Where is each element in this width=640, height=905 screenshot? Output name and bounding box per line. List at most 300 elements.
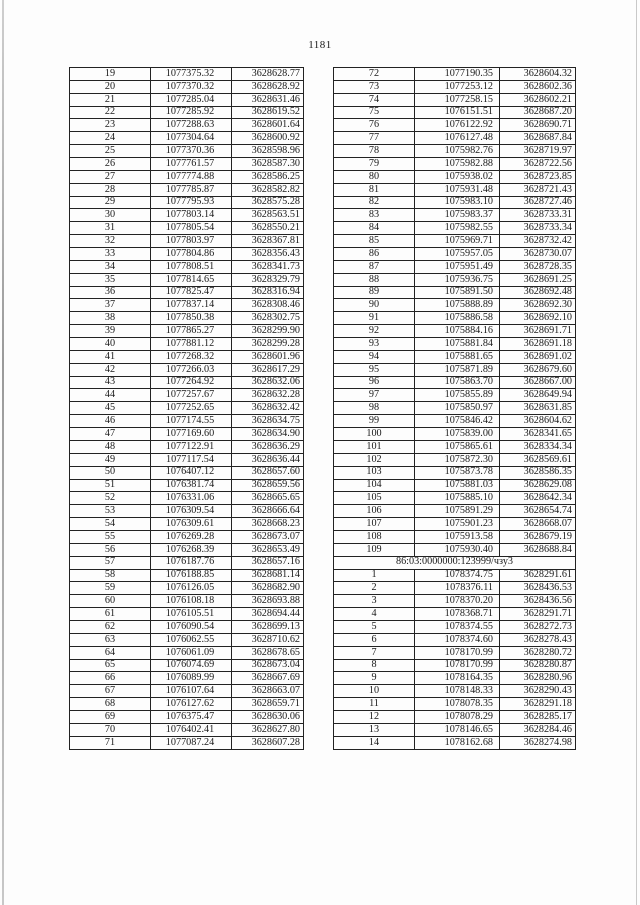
table-row xyxy=(70,492,304,505)
point-number-cell: 47 xyxy=(70,428,151,441)
point-number-cell: 70 xyxy=(70,723,151,736)
point-number-cell: 107 xyxy=(334,518,415,531)
x-coordinate-cell: 1077285.04 xyxy=(151,93,232,106)
table-row xyxy=(334,235,576,248)
point-number-cell: 25 xyxy=(70,145,151,158)
table-row xyxy=(334,569,576,582)
point-number-cell: 52 xyxy=(70,492,151,505)
x-coordinate-cell: 1076074.69 xyxy=(151,659,232,672)
y-coordinate-cell: 3628334.34 xyxy=(500,440,576,453)
table-row xyxy=(334,222,576,235)
x-coordinate-cell: 1078368.71 xyxy=(415,608,500,621)
table-row xyxy=(334,132,576,145)
point-number-cell: 78 xyxy=(334,145,415,158)
table-row xyxy=(70,415,304,428)
x-coordinate-cell: 1078374.55 xyxy=(415,620,500,633)
table-row xyxy=(334,170,576,183)
point-number-cell: 89 xyxy=(334,286,415,299)
point-number-cell: 76 xyxy=(334,119,415,132)
table-row xyxy=(334,582,576,595)
table-row xyxy=(334,453,576,466)
table-row xyxy=(70,273,304,286)
point-number-cell: 43 xyxy=(70,376,151,389)
table-row xyxy=(70,453,304,466)
y-coordinate-cell: 3628299.90 xyxy=(232,325,304,338)
table-row xyxy=(334,710,576,723)
point-number-cell: 45 xyxy=(70,402,151,415)
x-coordinate-cell: 1075891.50 xyxy=(415,286,500,299)
x-coordinate-cell: 1077252.65 xyxy=(151,402,232,415)
x-coordinate-cell: 1078374.75 xyxy=(415,569,500,582)
y-coordinate-cell: 3628722.56 xyxy=(500,158,576,171)
x-coordinate-cell: 1075982.88 xyxy=(415,158,500,171)
y-coordinate-cell: 3628290.43 xyxy=(500,685,576,698)
x-coordinate-cell: 1078078.35 xyxy=(415,698,500,711)
table-row xyxy=(70,170,304,183)
table-row xyxy=(334,685,576,698)
x-coordinate-cell: 1076309.54 xyxy=(151,505,232,518)
x-coordinate-cell: 1075846.42 xyxy=(415,415,500,428)
table-row xyxy=(70,440,304,453)
x-coordinate-cell: 1076105.51 xyxy=(151,608,232,621)
point-number-cell: 69 xyxy=(70,710,151,723)
x-coordinate-cell: 1075881.03 xyxy=(415,479,500,492)
y-coordinate-cell: 3628604.32 xyxy=(500,68,576,81)
y-coordinate-cell: 3628692.30 xyxy=(500,299,576,312)
y-coordinate-cell: 3628699.13 xyxy=(232,620,304,633)
point-number-cell: 85 xyxy=(334,235,415,248)
table-row xyxy=(70,402,304,415)
table-row xyxy=(334,286,576,299)
point-number-cell: 28 xyxy=(70,183,151,196)
y-coordinate-cell: 3628659.56 xyxy=(232,479,304,492)
point-number-cell: 74 xyxy=(334,93,415,106)
page-scan-edge-left xyxy=(2,0,4,905)
table-row xyxy=(334,80,576,93)
x-coordinate-cell: 1075871.89 xyxy=(415,363,500,376)
table-row xyxy=(334,338,576,351)
x-coordinate-cell: 1075873.78 xyxy=(415,466,500,479)
y-coordinate-cell: 3628733.31 xyxy=(500,209,576,222)
point-number-cell: 9 xyxy=(334,672,415,685)
point-number-cell: 8 xyxy=(334,659,415,672)
y-coordinate-cell: 3628284.46 xyxy=(500,723,576,736)
point-number-cell: 109 xyxy=(334,543,415,556)
table-row xyxy=(334,209,576,222)
table-row xyxy=(334,415,576,428)
x-coordinate-cell: 1076188.85 xyxy=(151,569,232,582)
table-row xyxy=(334,363,576,376)
point-number-cell: 90 xyxy=(334,299,415,312)
x-coordinate-cell: 1075886.58 xyxy=(415,312,500,325)
x-coordinate-cell: 1075891.29 xyxy=(415,505,500,518)
y-coordinate-cell: 3628272.73 xyxy=(500,620,576,633)
point-number-cell: 35 xyxy=(70,273,151,286)
x-coordinate-cell: 1075957.05 xyxy=(415,248,500,261)
y-coordinate-cell: 3628730.07 xyxy=(500,248,576,261)
table-row xyxy=(70,530,304,543)
y-coordinate-cell: 3628663.07 xyxy=(232,685,304,698)
x-coordinate-cell: 1075951.49 xyxy=(415,260,500,273)
table-row xyxy=(70,543,304,556)
y-coordinate-cell: 3628341.65 xyxy=(500,428,576,441)
table-row xyxy=(70,299,304,312)
point-number-cell: 46 xyxy=(70,415,151,428)
table-row xyxy=(70,209,304,222)
table-row xyxy=(334,158,576,171)
y-coordinate-cell: 3628728.35 xyxy=(500,260,576,273)
point-number-cell: 49 xyxy=(70,453,151,466)
point-number-cell: 105 xyxy=(334,492,415,505)
y-coordinate-cell: 3628280.96 xyxy=(500,672,576,685)
y-coordinate-cell: 3628274.98 xyxy=(500,736,576,749)
point-number-cell: 83 xyxy=(334,209,415,222)
table-row xyxy=(334,93,576,106)
x-coordinate-cell: 1078162.68 xyxy=(415,736,500,749)
x-coordinate-cell: 1077169.60 xyxy=(151,428,232,441)
table-row xyxy=(70,93,304,106)
point-number-cell: 81 xyxy=(334,183,415,196)
y-coordinate-cell: 3628632.28 xyxy=(232,389,304,402)
x-coordinate-cell: 1076126.05 xyxy=(151,582,232,595)
table-row xyxy=(70,80,304,93)
y-coordinate-cell: 3628667.69 xyxy=(232,672,304,685)
point-number-cell: 38 xyxy=(70,312,151,325)
point-number-cell: 19 xyxy=(70,68,151,81)
x-coordinate-cell: 1076061.09 xyxy=(151,646,232,659)
x-coordinate-cell: 1077304.64 xyxy=(151,132,232,145)
table-row xyxy=(334,736,576,749)
table-row xyxy=(334,505,576,518)
x-coordinate-cell: 1075850.97 xyxy=(415,402,500,415)
table-row xyxy=(334,530,576,543)
y-coordinate-cell: 3628299.28 xyxy=(232,338,304,351)
y-coordinate-cell: 3628367.81 xyxy=(232,235,304,248)
point-number-cell: 88 xyxy=(334,273,415,286)
x-coordinate-cell: 1077761.57 xyxy=(151,158,232,171)
point-number-cell: 50 xyxy=(70,466,151,479)
table-row xyxy=(70,248,304,261)
coordinates-table-left xyxy=(69,67,304,750)
y-coordinate-cell: 3628628.92 xyxy=(232,80,304,93)
y-coordinate-cell: 3628634.75 xyxy=(232,415,304,428)
point-number-cell: 66 xyxy=(70,672,151,685)
table-row xyxy=(334,543,576,556)
y-coordinate-cell: 3628316.94 xyxy=(232,286,304,299)
table-row xyxy=(70,428,304,441)
y-coordinate-cell: 3628727.46 xyxy=(500,196,576,209)
table-row xyxy=(70,106,304,119)
point-number-cell: 80 xyxy=(334,170,415,183)
page-number: 1181 xyxy=(308,39,332,51)
table-row xyxy=(334,608,576,621)
point-number-cell: 65 xyxy=(70,659,151,672)
y-coordinate-cell: 3628308.46 xyxy=(232,299,304,312)
table-row xyxy=(70,479,304,492)
x-coordinate-cell: 1076331.06 xyxy=(151,492,232,505)
point-number-cell: 21 xyxy=(70,93,151,106)
x-coordinate-cell: 1075855.89 xyxy=(415,389,500,402)
x-coordinate-cell: 1077837.14 xyxy=(151,299,232,312)
table-row xyxy=(334,479,576,492)
table-row xyxy=(334,145,576,158)
coordinates-table-left-body xyxy=(70,68,304,750)
point-number-cell: 59 xyxy=(70,582,151,595)
point-number-cell: 93 xyxy=(334,338,415,351)
point-number-cell: 58 xyxy=(70,569,151,582)
y-coordinate-cell: 3628601.96 xyxy=(232,350,304,363)
table-row xyxy=(70,698,304,711)
table-row xyxy=(334,620,576,633)
y-coordinate-cell: 3628602.36 xyxy=(500,80,576,93)
table-row xyxy=(334,723,576,736)
table-row xyxy=(70,633,304,646)
y-coordinate-cell: 3628569.61 xyxy=(500,453,576,466)
y-coordinate-cell: 3628586.35 xyxy=(500,466,576,479)
table-row xyxy=(334,119,576,132)
x-coordinate-cell: 1075969.71 xyxy=(415,235,500,248)
x-coordinate-cell: 1075983.10 xyxy=(415,196,500,209)
x-coordinate-cell: 1075930.40 xyxy=(415,543,500,556)
point-number-cell: 2 xyxy=(334,582,415,595)
x-coordinate-cell: 1075938.02 xyxy=(415,170,500,183)
point-number-cell: 26 xyxy=(70,158,151,171)
y-coordinate-cell: 3628636.29 xyxy=(232,440,304,453)
x-coordinate-cell: 1077803.14 xyxy=(151,209,232,222)
y-coordinate-cell: 3628687.20 xyxy=(500,106,576,119)
x-coordinate-cell: 1075881.84 xyxy=(415,338,500,351)
table-row xyxy=(334,672,576,685)
y-coordinate-cell: 3628653.49 xyxy=(232,543,304,556)
point-number-cell: 14 xyxy=(334,736,415,749)
point-number-cell: 106 xyxy=(334,505,415,518)
y-coordinate-cell: 3628692.48 xyxy=(500,286,576,299)
table-row xyxy=(70,736,304,749)
x-coordinate-cell: 1078170.99 xyxy=(415,659,500,672)
x-coordinate-cell: 1077288.63 xyxy=(151,119,232,132)
y-coordinate-cell: 3628587.30 xyxy=(232,158,304,171)
point-number-cell: 31 xyxy=(70,222,151,235)
coordinates-table-right-body xyxy=(334,68,576,750)
y-coordinate-cell: 3628693.88 xyxy=(232,595,304,608)
y-coordinate-cell: 3628732.42 xyxy=(500,235,576,248)
point-number-cell: 23 xyxy=(70,119,151,132)
x-coordinate-cell: 1077253.12 xyxy=(415,80,500,93)
y-coordinate-cell: 3628631.85 xyxy=(500,402,576,415)
point-number-cell: 79 xyxy=(334,158,415,171)
point-number-cell: 97 xyxy=(334,389,415,402)
x-coordinate-cell: 1077850.38 xyxy=(151,312,232,325)
x-coordinate-cell: 1077268.32 xyxy=(151,350,232,363)
x-coordinate-cell: 1075881.65 xyxy=(415,350,500,363)
x-coordinate-cell: 1076151.51 xyxy=(415,106,500,119)
point-number-cell: 51 xyxy=(70,479,151,492)
table-row xyxy=(70,68,304,81)
point-number-cell: 95 xyxy=(334,363,415,376)
y-coordinate-cell: 3628280.72 xyxy=(500,646,576,659)
point-number-cell: 10 xyxy=(334,685,415,698)
y-coordinate-cell: 3628280.87 xyxy=(500,659,576,672)
x-coordinate-cell: 1077264.92 xyxy=(151,376,232,389)
table-row xyxy=(70,235,304,248)
table-row xyxy=(334,389,576,402)
x-coordinate-cell: 1076309.61 xyxy=(151,518,232,531)
x-coordinate-cell: 1077370.32 xyxy=(151,80,232,93)
table-row xyxy=(70,582,304,595)
point-number-cell: 32 xyxy=(70,235,151,248)
table-row xyxy=(334,325,576,338)
x-coordinate-cell: 1078146.65 xyxy=(415,723,500,736)
x-coordinate-cell: 1076268.39 xyxy=(151,543,232,556)
y-coordinate-cell: 3628679.19 xyxy=(500,530,576,543)
y-coordinate-cell: 3628668.23 xyxy=(232,518,304,531)
y-coordinate-cell: 3628723.85 xyxy=(500,170,576,183)
table-row xyxy=(334,106,576,119)
y-coordinate-cell: 3628630.06 xyxy=(232,710,304,723)
point-number-cell: 67 xyxy=(70,685,151,698)
x-coordinate-cell: 1075884.16 xyxy=(415,325,500,338)
y-coordinate-cell: 3628682.90 xyxy=(232,582,304,595)
y-coordinate-cell: 3628665.65 xyxy=(232,492,304,505)
point-number-cell: 56 xyxy=(70,543,151,556)
y-coordinate-cell: 3628291.71 xyxy=(500,608,576,621)
x-coordinate-cell: 1076407.12 xyxy=(151,466,232,479)
x-coordinate-cell: 1076089.99 xyxy=(151,672,232,685)
table-row xyxy=(70,723,304,736)
point-number-cell: 57 xyxy=(70,556,151,569)
y-coordinate-cell: 3628694.44 xyxy=(232,608,304,621)
x-coordinate-cell: 1078374.60 xyxy=(415,633,500,646)
x-coordinate-cell: 1076062.55 xyxy=(151,633,232,646)
table-row xyxy=(70,222,304,235)
y-coordinate-cell: 3628629.08 xyxy=(500,479,576,492)
point-number-cell: 82 xyxy=(334,196,415,209)
point-number-cell: 94 xyxy=(334,350,415,363)
cadastral-number-label: 86:03:0000000:123999/чзу3 xyxy=(334,556,576,569)
table-row xyxy=(70,312,304,325)
y-coordinate-cell: 3628657.16 xyxy=(232,556,304,569)
x-coordinate-cell: 1077803.97 xyxy=(151,235,232,248)
point-number-cell: 48 xyxy=(70,440,151,453)
table-row xyxy=(334,428,576,441)
table-row xyxy=(334,646,576,659)
y-coordinate-cell: 3628598.96 xyxy=(232,145,304,158)
point-number-cell: 87 xyxy=(334,260,415,273)
x-coordinate-cell: 1077774.88 xyxy=(151,170,232,183)
y-coordinate-cell: 3628692.10 xyxy=(500,312,576,325)
x-coordinate-cell: 1075885.10 xyxy=(415,492,500,505)
point-number-cell: 96 xyxy=(334,376,415,389)
point-number-cell: 101 xyxy=(334,440,415,453)
point-number-cell: 54 xyxy=(70,518,151,531)
x-coordinate-cell: 1076375.47 xyxy=(151,710,232,723)
point-number-cell: 39 xyxy=(70,325,151,338)
y-coordinate-cell: 3628691.25 xyxy=(500,273,576,286)
table-row xyxy=(70,466,304,479)
point-number-cell: 29 xyxy=(70,196,151,209)
y-coordinate-cell: 3628436.53 xyxy=(500,582,576,595)
table-row xyxy=(334,248,576,261)
x-coordinate-cell: 1075913.58 xyxy=(415,530,500,543)
x-coordinate-cell: 1076381.74 xyxy=(151,479,232,492)
y-coordinate-cell: 3628563.51 xyxy=(232,209,304,222)
point-number-cell: 99 xyxy=(334,415,415,428)
table-row xyxy=(70,183,304,196)
y-coordinate-cell: 3628691.02 xyxy=(500,350,576,363)
x-coordinate-cell: 1076187.76 xyxy=(151,556,232,569)
table-row xyxy=(334,68,576,81)
y-coordinate-cell: 3628628.77 xyxy=(232,68,304,81)
x-coordinate-cell: 1077795.93 xyxy=(151,196,232,209)
point-number-cell: 20 xyxy=(70,80,151,93)
x-coordinate-cell: 1078164.35 xyxy=(415,672,500,685)
table-row xyxy=(334,376,576,389)
point-number-cell: 44 xyxy=(70,389,151,402)
x-coordinate-cell: 1076090.54 xyxy=(151,620,232,633)
x-coordinate-cell: 1075982.55 xyxy=(415,222,500,235)
table-row xyxy=(70,659,304,672)
point-number-cell: 92 xyxy=(334,325,415,338)
x-coordinate-cell: 1075872.30 xyxy=(415,453,500,466)
x-coordinate-cell: 1075901.23 xyxy=(415,518,500,531)
x-coordinate-cell: 1077285.92 xyxy=(151,106,232,119)
table-row xyxy=(334,299,576,312)
point-number-cell: 72 xyxy=(334,68,415,81)
x-coordinate-cell: 1077190.35 xyxy=(415,68,500,81)
x-coordinate-cell: 1077785.87 xyxy=(151,183,232,196)
table-row xyxy=(70,145,304,158)
table-row xyxy=(70,389,304,402)
x-coordinate-cell: 1076127.62 xyxy=(151,698,232,711)
y-coordinate-cell: 3628654.74 xyxy=(500,505,576,518)
y-coordinate-cell: 3628550.21 xyxy=(232,222,304,235)
coordinates-table-right xyxy=(333,67,576,750)
x-coordinate-cell: 1078370.20 xyxy=(415,595,500,608)
point-number-cell: 40 xyxy=(70,338,151,351)
table-row xyxy=(70,338,304,351)
x-coordinate-cell: 1077266.03 xyxy=(151,363,232,376)
table-row xyxy=(70,646,304,659)
y-coordinate-cell: 3628632.42 xyxy=(232,402,304,415)
y-coordinate-cell: 3628329.79 xyxy=(232,273,304,286)
y-coordinate-cell: 3628634.90 xyxy=(232,428,304,441)
table-row xyxy=(70,260,304,273)
point-number-cell: 4 xyxy=(334,608,415,621)
x-coordinate-cell: 1077814.65 xyxy=(151,273,232,286)
table-row xyxy=(70,132,304,145)
y-coordinate-cell: 3628617.29 xyxy=(232,363,304,376)
page-scan-edge-right xyxy=(636,0,637,905)
y-coordinate-cell: 3628690.71 xyxy=(500,119,576,132)
x-coordinate-cell: 1077087.24 xyxy=(151,736,232,749)
x-coordinate-cell: 1077375.32 xyxy=(151,68,232,81)
x-coordinate-cell: 1075931.48 xyxy=(415,183,500,196)
x-coordinate-cell: 1076269.28 xyxy=(151,530,232,543)
y-coordinate-cell: 3628636.44 xyxy=(232,453,304,466)
table-row xyxy=(334,312,576,325)
x-coordinate-cell: 1076127.48 xyxy=(415,132,500,145)
x-coordinate-cell: 1077117.54 xyxy=(151,453,232,466)
point-number-cell: 41 xyxy=(70,350,151,363)
x-coordinate-cell: 1077174.55 xyxy=(151,415,232,428)
table-row xyxy=(334,466,576,479)
point-number-cell: 3 xyxy=(334,595,415,608)
x-coordinate-cell: 1077804.86 xyxy=(151,248,232,261)
point-number-cell: 55 xyxy=(70,530,151,543)
table-row xyxy=(70,158,304,171)
point-number-cell: 77 xyxy=(334,132,415,145)
table-row xyxy=(334,273,576,286)
